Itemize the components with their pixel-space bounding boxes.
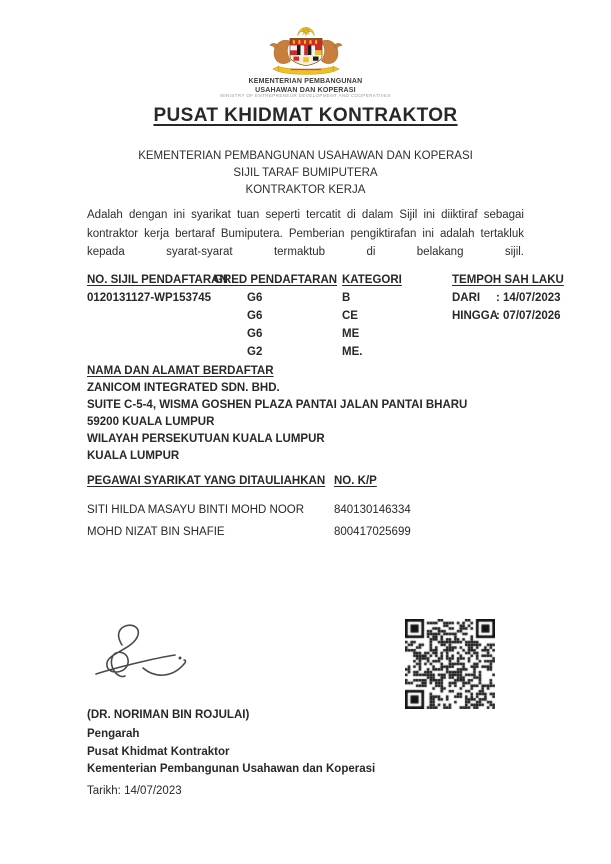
qr-code (405, 619, 495, 709)
column-header-cert-no: NO. SIJIL PENDAFTARAN (87, 273, 228, 286)
malaysia-coat-of-arms-icon (254, 26, 358, 76)
validity-to (452, 307, 561, 325)
officer-row (87, 499, 524, 521)
registration-table (87, 271, 564, 361)
crest-ministry-line2: USAHAWAN DAN KOPERASI (255, 86, 356, 94)
company-address-line: WILAYAH PERSEKUTUAN KUALA LUMPUR (87, 432, 325, 445)
signature-block (86, 619, 611, 691)
company-address-line: KUALA LUMPUR (87, 449, 180, 462)
column-header-category: KATEGORI (342, 273, 402, 286)
officers-section (87, 475, 524, 543)
officer-ic: 840130146334 (334, 503, 411, 516)
grade-value: G6 (247, 327, 263, 340)
validity-column (452, 289, 561, 361)
company-name: ZANICOM INTEGRATED SDN. BHD. (87, 381, 280, 394)
category-value: ME. (342, 345, 363, 358)
issue-date: Tarikh: 14/07/2023 (87, 784, 182, 797)
officers-heading-name: PEGAWAI SYARIKAT YANG DITAULIAHKAN (87, 474, 326, 487)
grade-value: G2 (247, 345, 263, 358)
cert-no-column (87, 289, 214, 361)
officer-ic: 800417025699 (334, 525, 411, 538)
signatory-name: (DR. NORIMAN BIN ROJULAI) (87, 708, 250, 721)
declaration-paragraph: Adalah dengan ini syarikat tuan seperti tercatit di dalam Sijil ini diiktiraf sebagai kontraktor kerja bertaraf Bumiputera. Pemberian pengiktirafan ini adalah tertakluk kepada syarat-syarat termaktub di belakang sijil. (87, 209, 524, 258)
certificate-heading-line3: KONTRAKTOR KERJA (245, 184, 366, 196)
signatory-office: Pusat Khidmat Kontraktor (87, 745, 230, 758)
officer-name: SITI HILDA MASAYU BINTI MOHD NOOR (87, 503, 305, 516)
certificate-heading-line1: KEMENTERIAN PEMBANGUNAN USAHAWAN DAN KOPERASI (138, 150, 473, 162)
company-block (87, 380, 524, 465)
category-column (332, 289, 452, 361)
validity-from-label: DARI (452, 291, 481, 304)
signatory-block (87, 707, 524, 779)
category-value: ME (342, 327, 360, 340)
registered-heading: NAMA DAN ALAMAT BERDAFTAR (87, 364, 274, 377)
certificate-heading-line2: SIJIL TARAF BUMIPUTERA (233, 167, 378, 179)
company-address-line: 59200 KUALA LUMPUR (87, 415, 215, 428)
category-value: CE (342, 309, 358, 322)
validity-to-label: HINGGA (452, 309, 498, 322)
grade-value: G6 (247, 291, 263, 304)
document-title: PUSAT KHIDMAT KONTRAKTOR (153, 105, 458, 126)
validity-to-value: : 07/07/2026 (496, 309, 561, 322)
company-address-line: SUITE C-5-4, WISMA GOSHEN PLAZA PANTAI JALAN PANTAI BHARU (87, 398, 468, 411)
category-value: B (342, 291, 351, 304)
signatory-position: Pengarah (87, 728, 140, 740)
crest-block: KEMENTERIAN PEMBANGUNAN USAHAWAN DAN KOPERASI MINISTRY OF ENTREPRENEUR DEVELOPMENT AND COOPERATIVES (0, 0, 611, 96)
grade-value: G6 (247, 309, 263, 322)
signature-icon (86, 619, 198, 691)
validity-from-value: : 14/07/2023 (496, 291, 561, 304)
certificate-heading (0, 148, 611, 199)
officer-name: MOHD NIZAT BIN SHAFIE (87, 525, 225, 538)
crest-ministry-line1: KEMENTERIAN PEMBANGUNAN (248, 78, 363, 85)
column-header-grade: GRED PENDAFTARAN (214, 273, 338, 286)
officers-heading-ic: NO. K/P (334, 474, 377, 487)
officer-row (87, 521, 524, 543)
signatory-ministry: Kementerian Pembangunan Usahawan dan Koperasi (87, 763, 376, 775)
column-header-validity: TEMPOH SAH LAKU (452, 273, 564, 286)
grade-column (214, 289, 332, 361)
registered-section (87, 365, 524, 377)
validity-from (452, 289, 561, 307)
cert-no-value: 0120131127-WP153745 (87, 291, 212, 304)
